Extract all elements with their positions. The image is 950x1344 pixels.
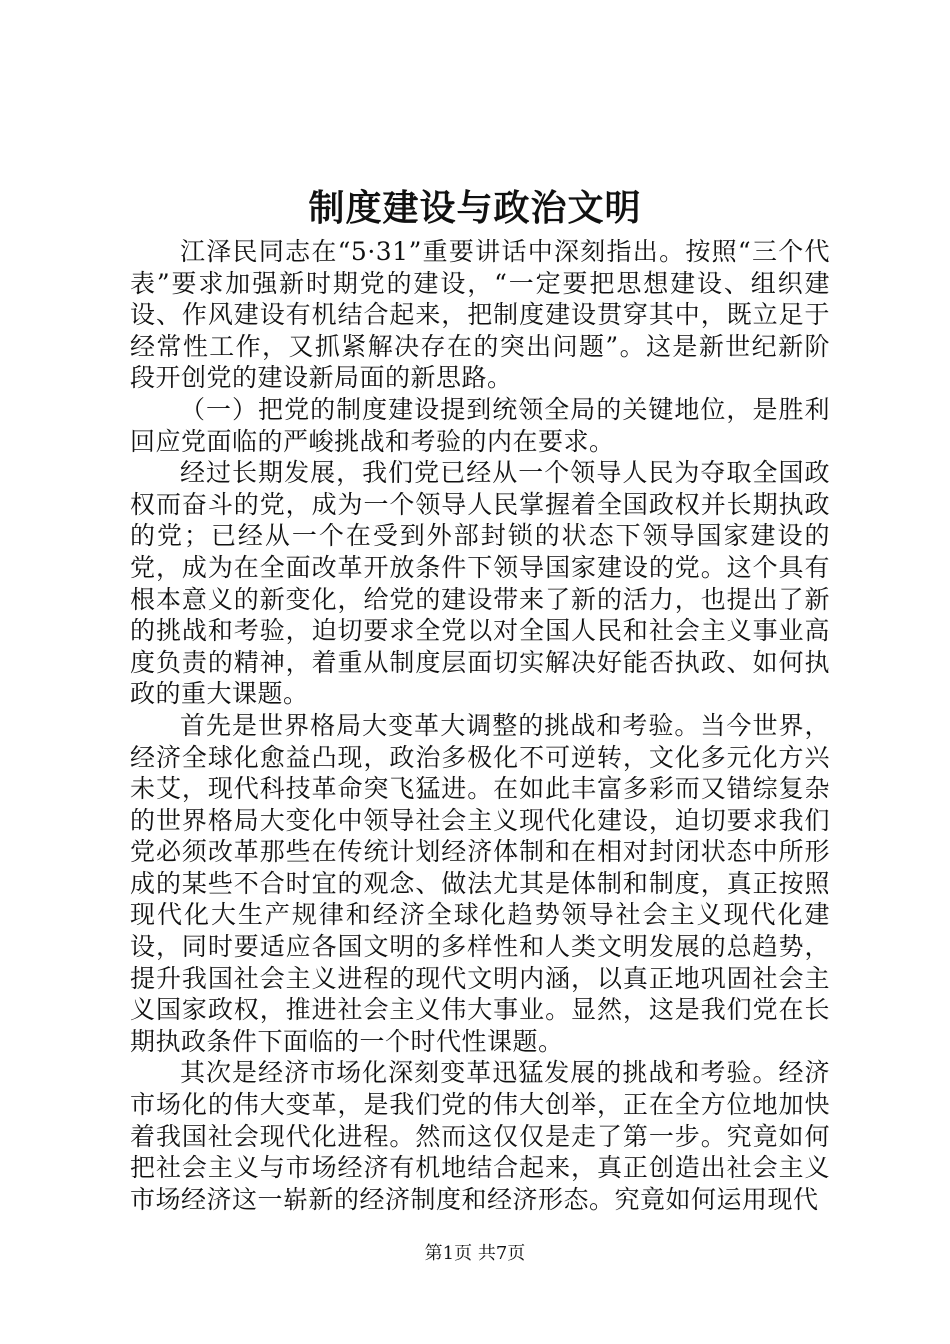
paragraph-section-heading: （一）把党的制度建设提到统领全局的关键地位，是胜利回应党面临的严峻挑战和考验的内在要求。 [130,394,830,456]
paragraph-second-challenge: 其次是经济市场化深刻变革迅猛发展的挑战和考验。经济市场化的伟大变革，是我们党的伟大创举，正在全方位地加快着我国社会现代化进程。然而这仅仅是走了第一步。究竟如何把社会主义与市场经济有机地结合起来，真正创造出社会主义市场经济这一崭新的经济制度和经济形态。究竟如何运用现代 [130,1058,830,1214]
page-number-footer: 第1页 共7页 [424,1243,526,1264]
paragraph-first-challenge: 首先是世界格局大变革大调整的挑战和考验。当今世界，经济全球化愈益凸现，政治多极化不可逆转，文化多元化方兴未艾，现代科技革命突飞猛进。在如此丰富多彩而又错综复杂的世界格局大变化中领导社会主义现代化建设，迫切要求我们党必须改革那些在传统计划经济体制和在相对封闭状态中所形成的某些不合时宜的观念、做法尤其是体制和制度，真正按照现代化大生产规律和经济全球化趋势领导社会主义现代化建设，同时要适应各国文明的多样性和人类文明发展的总趋势，提升我国社会主义进程的现代文明内涵，以真正地巩固社会主义国家政权，推进社会主义伟大事业。显然，这是我们党在长期执政条件下面临的一个时代性课题。 [130,710,830,1056]
document-title: 制度建设与政治文明 [308,187,642,229]
document-body [130,236,830,1215]
paragraph-intro: 江泽民同志在“5·31”重要讲话中深刻指出。按照“三个代表”要求加强新时期党的建设，“一定要把思想建设、组织建设、作风建设有机结合起来，把制度建设贯穿其中，既立足于经常性工作，又抓紧解决存在的突出问题”。这是新世纪新阶段开创党的建设新局面的新思路。 [130,237,830,393]
paragraph-background: 经过长期发展，我们党已经从一个领导人民为夺取全国政权而奋斗的党，成为一个领导人民掌握着全国政权并长期执政的党；已经从一个在受到外部封锁的状态下领导国家建设的党，成为在全面改革开放条件下领导国家建设的党。这个具有根本意义的新变化，给党的建设带来了新的活力，也提出了新的挑战和考验，迫切要求全党以对全国人民和社会主义事业高度负责的精神，着重从制度层面切实解决好能否执政、如何执政的重大课题。 [130,458,830,709]
